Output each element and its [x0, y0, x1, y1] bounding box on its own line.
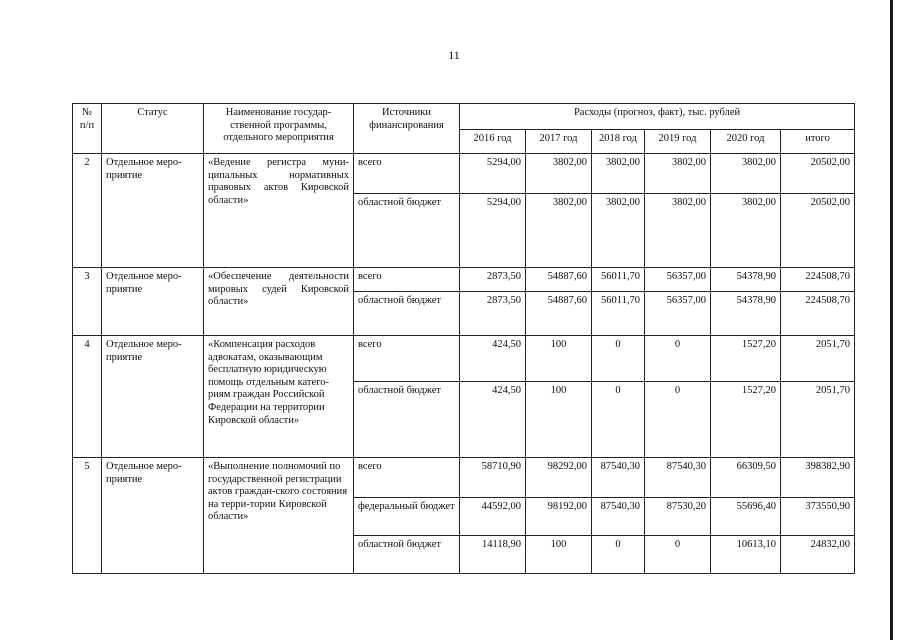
value-cell: 66309,50	[711, 458, 781, 498]
value-cell: 224508,70	[781, 268, 855, 292]
row-status: Отдельное меро-приятие	[102, 458, 204, 574]
value-cell: 24832,00	[781, 536, 855, 574]
row-num: 2	[73, 154, 102, 268]
header-year-2018: 2018 год	[592, 130, 645, 154]
value-cell: 2051,70	[781, 382, 855, 458]
header-year-2020: 2020 год	[711, 130, 781, 154]
header-year-2016: 2016 год	[460, 130, 526, 154]
value-cell: 0	[592, 536, 645, 574]
table-row	[73, 154, 855, 194]
header-num: № п/п	[73, 104, 102, 154]
value-cell: 0	[645, 336, 711, 382]
scan-edge-line	[890, 0, 893, 640]
value-cell: 44592,00	[460, 498, 526, 536]
value-cell: 224508,70	[781, 292, 855, 336]
budget-table	[72, 103, 855, 574]
value-cell: 58710,90	[460, 458, 526, 498]
value-cell: 1527,20	[711, 336, 781, 382]
header-year-2019: 2019 год	[645, 130, 711, 154]
value-cell: 3802,00	[711, 194, 781, 268]
value-cell: 3802,00	[645, 154, 711, 194]
value-cell: 54378,90	[711, 268, 781, 292]
value-cell: 100	[526, 336, 592, 382]
header-total: итого	[781, 130, 855, 154]
value-cell: 87540,30	[592, 458, 645, 498]
value-cell: 1527,20	[711, 382, 781, 458]
row-source: областной бюджет	[354, 382, 460, 458]
row-source: областной бюджет	[354, 536, 460, 574]
value-cell: 100	[526, 382, 592, 458]
value-cell: 424,50	[460, 382, 526, 458]
value-cell: 56357,00	[645, 268, 711, 292]
value-cell: 5294,00	[460, 154, 526, 194]
value-cell: 54887,60	[526, 268, 592, 292]
header-status: Статус	[102, 104, 204, 154]
header-name: Наименование государ-ственной программы, отдельного мероприятия	[204, 104, 354, 154]
value-cell: 2051,70	[781, 336, 855, 382]
value-cell: 3802,00	[592, 194, 645, 268]
row-name: «Обеспечение деятельности мировых судей Кировской области»	[204, 268, 354, 336]
value-cell: 0	[645, 536, 711, 574]
header-expenses: Расходы (прогноз, факт), тыс. рублей	[460, 104, 855, 130]
value-cell: 14118,90	[460, 536, 526, 574]
value-cell: 0	[645, 382, 711, 458]
value-cell: 56011,70	[592, 268, 645, 292]
header-year-2017: 2017 год	[526, 130, 592, 154]
value-cell: 3802,00	[526, 194, 592, 268]
value-cell: 100	[526, 536, 592, 574]
value-cell: 10613,10	[711, 536, 781, 574]
row-source: всего	[354, 336, 460, 382]
table-row	[73, 268, 855, 292]
value-cell: 55696,40	[711, 498, 781, 536]
value-cell: 3802,00	[645, 194, 711, 268]
value-cell: 3802,00	[711, 154, 781, 194]
value-cell: 56011,70	[592, 292, 645, 336]
table-row	[73, 458, 855, 498]
row-num: 3	[73, 268, 102, 336]
table-row	[73, 336, 855, 382]
row-source: всего	[354, 458, 460, 498]
value-cell: 2873,50	[460, 268, 526, 292]
row-status: Отдельное меро-приятие	[102, 154, 204, 268]
row-source: областной бюджет	[354, 194, 460, 268]
row-source: областной бюджет	[354, 292, 460, 336]
value-cell: 0	[592, 382, 645, 458]
row-name: «Компенсация расходов адвокатам, оказывающим бесплатную юридическую помощь отдельным катего-риям граждан Российской Федерации на территории Кировской области»	[204, 336, 354, 458]
row-status: Отдельное меро-приятие	[102, 336, 204, 458]
header-source: Источники финансирования	[354, 104, 460, 154]
row-num: 5	[73, 458, 102, 574]
value-cell: 2873,50	[460, 292, 526, 336]
value-cell: 98192,00	[526, 498, 592, 536]
value-cell: 20502,00	[781, 154, 855, 194]
value-cell: 0	[592, 336, 645, 382]
value-cell: 54378,90	[711, 292, 781, 336]
value-cell: 87540,30	[592, 498, 645, 536]
value-cell: 424,50	[460, 336, 526, 382]
row-name: «Выполнение полномочий по государственной регистрации актов граждан-ского состояния на терри-тории Кировской области»	[204, 458, 354, 574]
row-status: Отдельное меро-приятие	[102, 268, 204, 336]
value-cell: 87530,20	[645, 498, 711, 536]
value-cell: 87540,30	[645, 458, 711, 498]
value-cell: 98292,00	[526, 458, 592, 498]
row-source: всего	[354, 268, 460, 292]
value-cell: 373550,90	[781, 498, 855, 536]
value-cell: 3802,00	[592, 154, 645, 194]
row-source: всего	[354, 154, 460, 194]
value-cell: 54887,60	[526, 292, 592, 336]
value-cell: 3802,00	[526, 154, 592, 194]
value-cell: 5294,00	[460, 194, 526, 268]
page-number: 11	[448, 48, 460, 62]
value-cell: 20502,00	[781, 194, 855, 268]
row-num: 4	[73, 336, 102, 458]
row-source: федеральный бюджет	[354, 498, 460, 536]
value-cell: 56357,00	[645, 292, 711, 336]
value-cell: 398382,90	[781, 458, 855, 498]
row-name: «Ведение регистра муни-ципальных нормативных правовых актов Кировской области»	[204, 154, 354, 268]
